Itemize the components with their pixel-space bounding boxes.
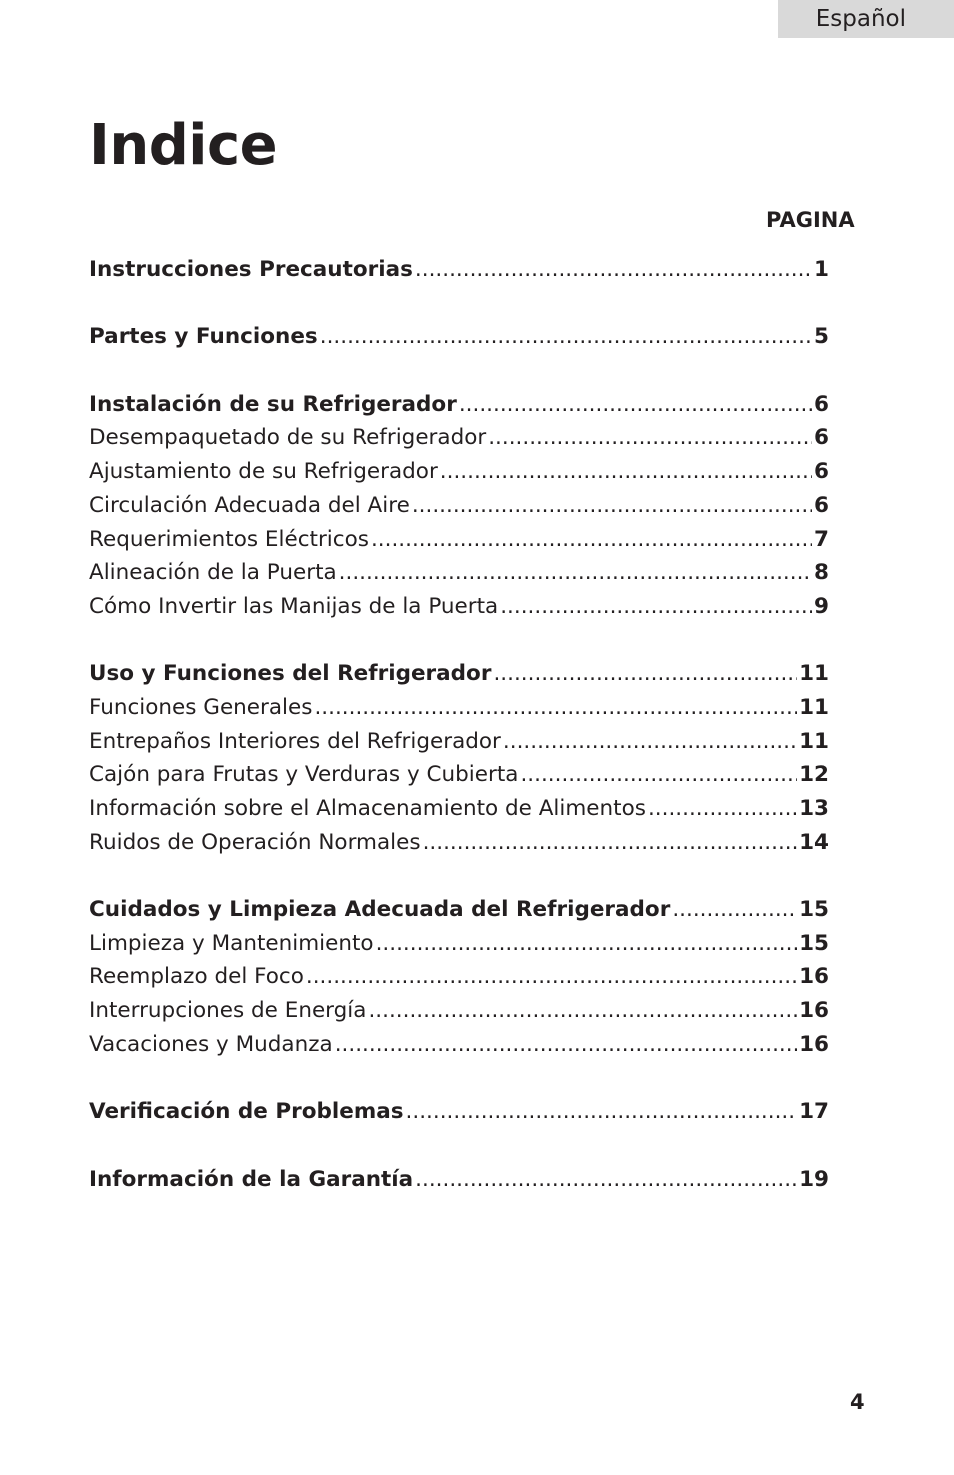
dot-leader bbox=[440, 455, 812, 489]
toc-section-label: Uso y Funciones del Refrigerador bbox=[89, 661, 492, 687]
toc-section-page: 11 bbox=[799, 661, 829, 687]
toc-section-page: 15 bbox=[799, 897, 829, 923]
toc-item[interactable] bbox=[89, 421, 829, 455]
toc-item[interactable] bbox=[89, 1028, 829, 1062]
dot-leader bbox=[423, 826, 798, 860]
toc-item-label: Requerimientos Eléctricos bbox=[89, 526, 369, 552]
dot-leader bbox=[459, 388, 812, 422]
dot-leader bbox=[503, 725, 797, 759]
toc-item-label: Ajustamiento de su Refrigerador bbox=[89, 459, 438, 485]
toc-section-label: Cuidados y Limpieza Adecuada del Refrigerador bbox=[89, 897, 671, 923]
toc-item-label: Desempaquetado de su Refrigerador bbox=[89, 425, 487, 451]
toc-item[interactable] bbox=[89, 691, 829, 725]
dot-leader bbox=[339, 556, 812, 590]
toc-item-label: Reemplazo del Foco bbox=[89, 964, 304, 990]
section-gap bbox=[89, 624, 829, 658]
toc-item[interactable] bbox=[89, 455, 829, 489]
toc-item-page: 15 bbox=[799, 930, 829, 956]
dot-leader bbox=[672, 893, 797, 927]
dot-leader bbox=[493, 657, 797, 691]
toc-item[interactable] bbox=[89, 960, 829, 994]
table-of-contents bbox=[89, 253, 829, 1196]
toc-item-page: 11 bbox=[799, 694, 829, 720]
dot-leader bbox=[415, 253, 812, 287]
toc-item-label: Circulación Adecuada del Aire bbox=[89, 492, 410, 518]
toc-section[interactable] bbox=[89, 1095, 829, 1129]
dot-leader bbox=[500, 590, 812, 624]
toc-item-label: Cómo Invertir las Manijas de la Puerta bbox=[89, 593, 499, 619]
dot-leader bbox=[406, 1095, 798, 1129]
toc-section[interactable] bbox=[89, 253, 829, 287]
toc-item[interactable] bbox=[89, 725, 829, 759]
toc-item[interactable] bbox=[89, 826, 829, 860]
dot-leader bbox=[520, 758, 797, 792]
toc-section[interactable] bbox=[89, 388, 829, 422]
dot-leader bbox=[415, 1163, 797, 1197]
toc-item-label: Ruidos de Operación Normales bbox=[89, 829, 421, 855]
toc-item-label: Cajón para Frutas y Verduras y Cubierta bbox=[89, 762, 519, 788]
toc-item-label: Entrepaños Interiores del Refrigerador bbox=[89, 728, 501, 754]
toc-item-label: Vacaciones y Mudanza bbox=[89, 1031, 333, 1057]
toc-item-page: 16 bbox=[799, 1031, 829, 1057]
toc-section-page: 6 bbox=[814, 391, 829, 417]
dot-leader bbox=[648, 792, 797, 826]
toc-item[interactable] bbox=[89, 489, 829, 523]
toc-item[interactable] bbox=[89, 994, 829, 1028]
page-number: 4 bbox=[850, 1390, 865, 1414]
toc-section-label: Información de la Garantía bbox=[89, 1166, 414, 1192]
section-gap bbox=[89, 287, 829, 321]
toc-section-page: 17 bbox=[799, 1099, 829, 1125]
toc-item-label: Interrupciones de Energía bbox=[89, 998, 367, 1024]
toc-section-page: 19 bbox=[799, 1166, 829, 1192]
toc-item-page: 16 bbox=[799, 964, 829, 990]
dot-leader bbox=[412, 489, 812, 523]
toc-item[interactable] bbox=[89, 556, 829, 590]
toc-item-label: Alineación de la Puerta bbox=[89, 560, 337, 586]
dot-leader bbox=[368, 994, 797, 1028]
toc-section-label: Verificación de Problemas bbox=[89, 1099, 404, 1125]
toc-section-label: Instrucciones Precautorias bbox=[89, 257, 413, 282]
toc-item[interactable] bbox=[89, 927, 829, 961]
toc-item-label: Información sobre el Almacenamiento de Alimentos bbox=[89, 796, 646, 821]
toc-section-page: 5 bbox=[814, 324, 829, 350]
dot-leader bbox=[371, 523, 812, 557]
toc-section-label: Partes y Funciones bbox=[89, 324, 318, 350]
toc-item[interactable] bbox=[89, 590, 829, 624]
toc-item-page: 8 bbox=[814, 560, 829, 586]
dot-leader bbox=[335, 1028, 797, 1062]
toc-item-page: 7 bbox=[814, 526, 829, 552]
toc-item-page: 6 bbox=[814, 425, 829, 451]
page-column-header: PAGINA bbox=[766, 208, 855, 232]
toc-section-label: Instalación de su Refrigerador bbox=[89, 391, 457, 417]
section-gap bbox=[89, 1129, 829, 1163]
toc-section[interactable] bbox=[89, 657, 829, 691]
section-gap bbox=[89, 859, 829, 893]
toc-section[interactable] bbox=[89, 893, 829, 927]
toc-item-page: 14 bbox=[799, 829, 829, 855]
toc-item-page: 6 bbox=[814, 492, 829, 518]
section-gap bbox=[89, 354, 829, 388]
dot-leader bbox=[314, 691, 797, 725]
toc-item-label: Funciones Generales bbox=[89, 694, 313, 720]
toc-section-page: 1 bbox=[814, 257, 829, 282]
toc-item-page: 9 bbox=[814, 593, 829, 619]
toc-item-page: 6 bbox=[814, 459, 829, 485]
toc-item-label: Limpieza y Mantenimiento bbox=[89, 930, 374, 956]
dot-leader bbox=[488, 421, 812, 455]
toc-item[interactable] bbox=[89, 792, 829, 826]
toc-item-page: 13 bbox=[799, 796, 829, 821]
toc-section[interactable] bbox=[89, 320, 829, 354]
toc-item-page: 16 bbox=[799, 998, 829, 1024]
dot-leader bbox=[320, 320, 812, 354]
dot-leader bbox=[376, 927, 798, 961]
section-gap bbox=[89, 1062, 829, 1096]
toc-section[interactable] bbox=[89, 1163, 829, 1197]
toc-item[interactable] bbox=[89, 758, 829, 792]
toc-item[interactable] bbox=[89, 523, 829, 557]
toc-item-page: 12 bbox=[799, 762, 829, 788]
dot-leader bbox=[306, 960, 797, 994]
page-title: Indice bbox=[89, 113, 278, 178]
language-tab: Español bbox=[778, 0, 954, 38]
toc-item-page: 11 bbox=[799, 728, 829, 754]
